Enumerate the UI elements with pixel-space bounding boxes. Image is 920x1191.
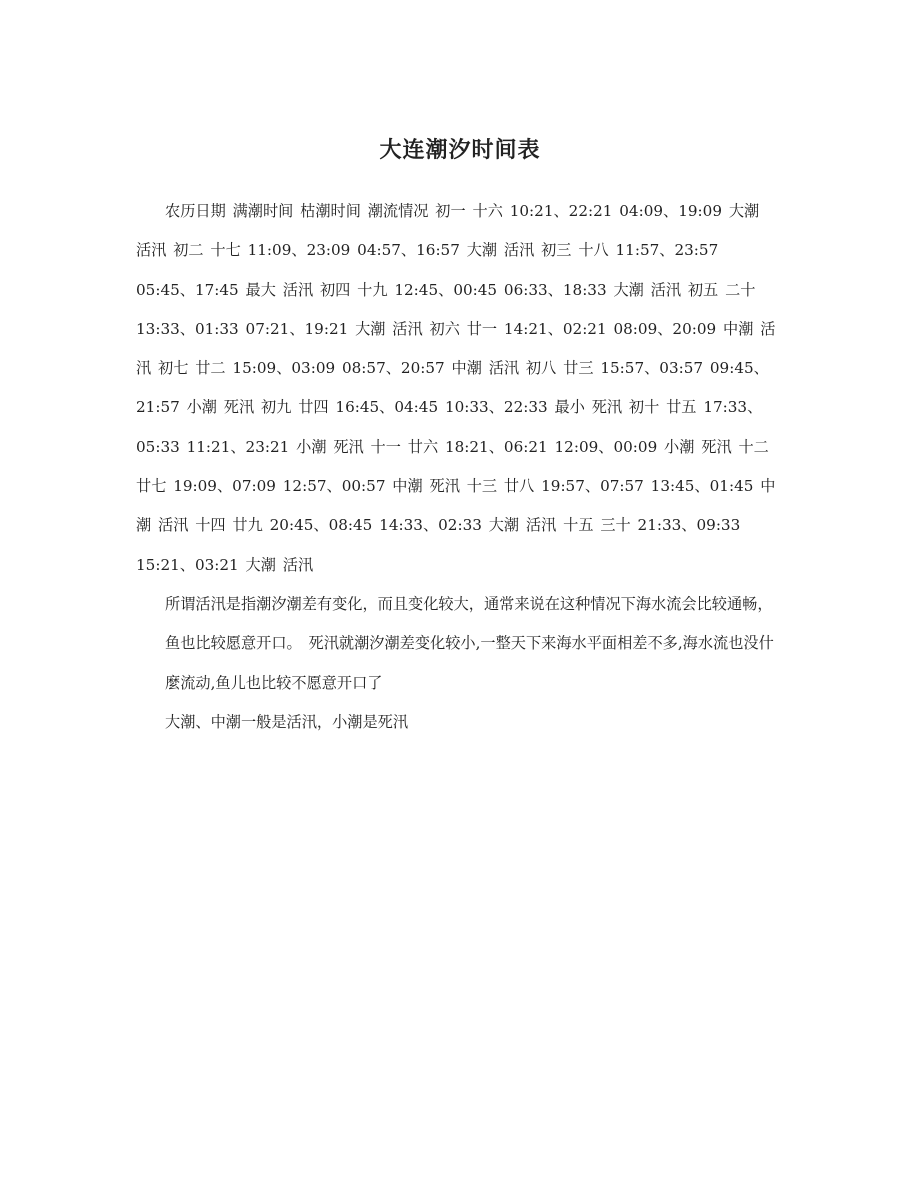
page-title: 大连潮汐时间表	[379, 137, 541, 163]
active-tide-explanation: 所谓活汛是指潮汐潮差有变化，而且变化较大，通常来说在这种情况下海水流会比较通畅，	[165, 594, 773, 613]
document-body	[136, 192, 781, 742]
fish-behavior-note: 麼流动,鱼儿也比较不愿意开口了	[165, 673, 383, 692]
tide-summary: 大潮、中潮一般是活汛，小潮是死汛	[165, 712, 408, 731]
dead-tide-explanation: 鱼也比较愿意开口。 死汛就潮汐潮差变化较小,一整天下来海水平面相差不多,海水流也没什	[165, 634, 774, 653]
tide-table-paragraph: 农历日期 满潮时间 枯潮时间 潮流情况 初一 十六 10:21、22:21 04:09、19:09 大潮 活汛 初二 十七 11:09、23:09 04:57、16:57 大潮 活汛 初三 十八 11:57、23:57 05:45、17:45 最大 活汛 初四 十九 12:45、00:45 06:33、18:33 大潮 活汛 初五 二十 13:33、01:33 07:21、19:21 大潮 活汛 初六 廿一 14:21、02:21 08:09、20:09 中潮 活汛 初七 廿二 15:09、03:09 08:57、20:57 中潮 活汛 初八 廿三 15:57、03:57 09:45、21:57 小潮 死汛 初九 廿四 16:45、04:45 10:33、22:33 最小 死汛 初十 廿五 17:33、05:33 11:21、23:21 小潮 死汛 十一 廿六 18:21、06:21 12:09、00:09 小潮 死汛 十二 廿七 19:09、07:09 12:57、00:57 中潮 死汛 十三 廿八 19:57、07:57 13:45、01:45 中潮 活汛 十四 廿九 20:45、08:45 14:33、02:33 大潮 活汛 十五 三十 21:33、09:33 15:21、03:21 大潮 活汛	[136, 202, 776, 574]
